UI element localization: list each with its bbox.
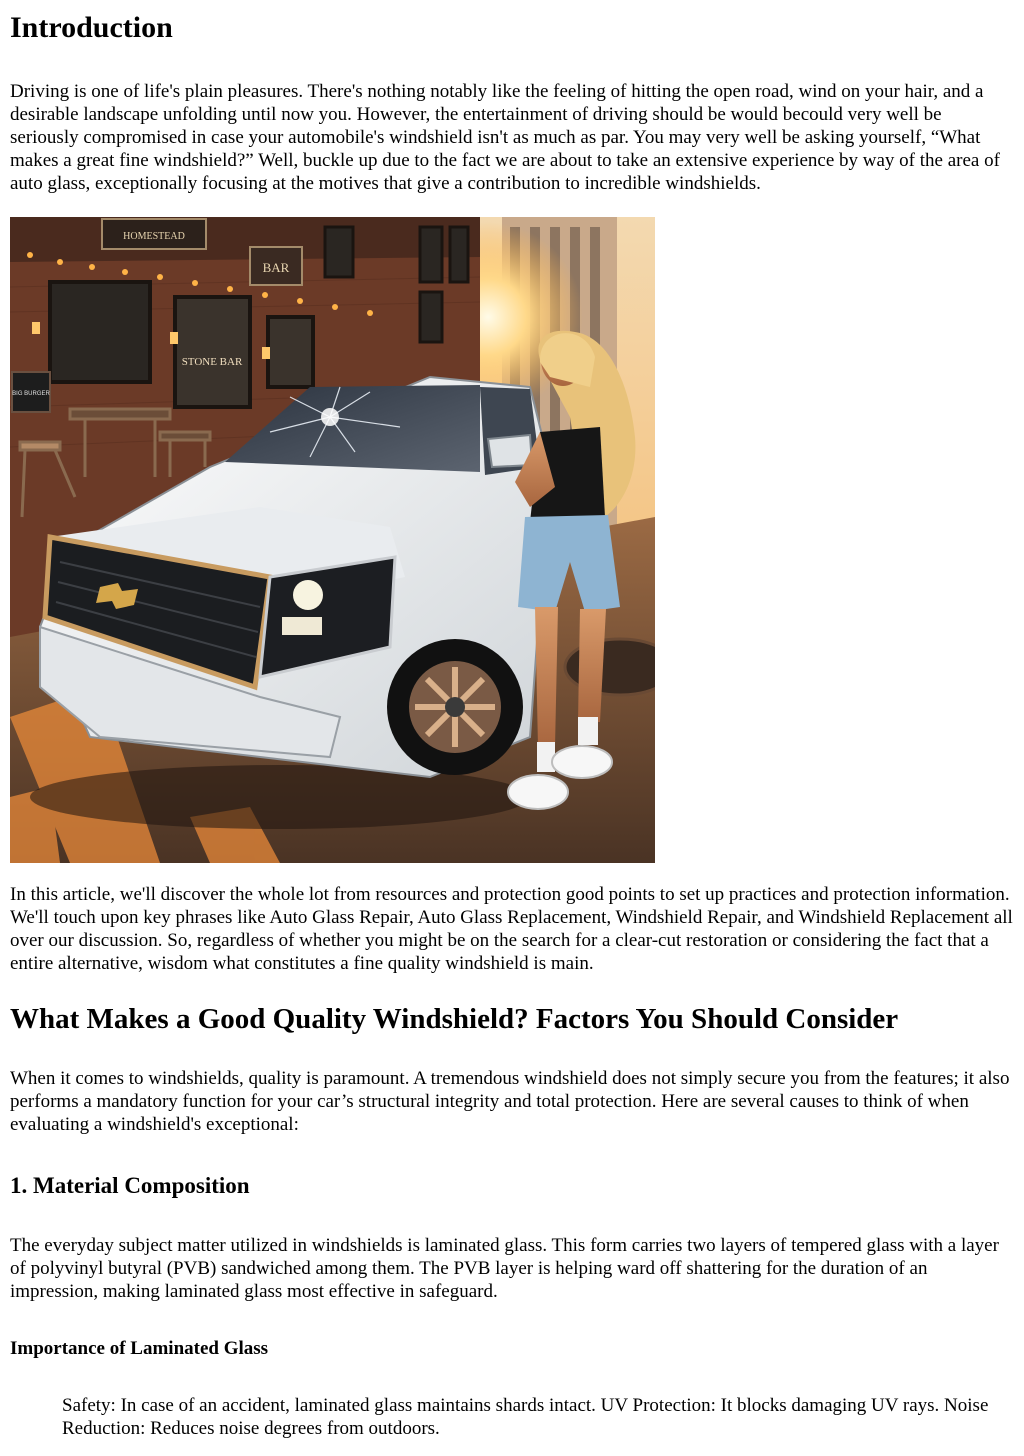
hero-image [10,217,655,863]
article-page [0,10,1024,1440]
material-heading: 1. Material Composition [10,1173,250,1198]
quality-heading: What Makes a Good Quality Windshield? Factors You Should Consider [10,1003,899,1035]
importance-list: Safety: In case of an accident, laminated glass maintains shards intact. UV Protection: It blocks damaging UV rays. Noise Reduction: Reduces noise degrees from outdoors. [62,1395,989,1439]
chalkboard-text: BIG BURGER [12,391,50,397]
bar-sign-side-text: BAR [262,260,290,275]
front-wheel [387,639,523,775]
shoe-left [508,775,568,809]
material-paragraph: The everyday subject matter utilized in windshields is laminated glass. This form carries two layers of tempered glass with a layer of polyvinyl butyral (PVB) sandwiched among them. The PVB layer is helping ward off shattering for the duration of an impression, making laminated glass most effective in safeguard. [10,1235,999,1302]
importance-heading: Importance of Laminated Glass [10,1338,269,1359]
intro-paragraph: Driving is one of life's plain pleasures. There's nothing notably like the feeling of hitting the open road, wind on your hair, and a desirable landscape unfolding until now you. However, the entertainment of driving should be would becould very well be seriously compromised in case your automobile's windshield isn't as much as par. You may very well be asking yourself, “What makes a great fine windshield?” Well, buckle up due to the fact we are about to take an extensive experience by way of the area of auto glass, exceptionally focusing at the motives that give a contribution to incredible windshields. [10,81,1000,194]
intro-heading: Introduction [10,11,173,44]
window-sign-text: STONE BAR [181,356,243,368]
shoe-right [552,746,612,778]
sock-right [578,717,598,745]
manhole-cover [565,639,655,695]
article-paragraph: In this article, we'll discover the whole lot from resources and protection good points to set up practices and protection information. We'll touch upon key phrases like Auto Glass Repair, Auto Glass Replacement, Windshield Repair, and Windshield Replacement all over our discussion. So, regardless of whether you might be on the search for a clear-cut restoration or considering the fact that a entire alternative, wisdom what constitutes a fine quality windshield is main. [10,884,1013,974]
quality-paragraph: When it comes to windshields, quality is paramount. A tremendous windshield does not simply secure you from the features; it also performs a mandatory function for your car’s structural integrity and total protection. Here are several causes to think of when evaluating a windshield's exceptional: [10,1068,1010,1135]
bar-sign-top-text: HOMESTEAD [123,231,185,242]
left-leg [535,607,558,747]
